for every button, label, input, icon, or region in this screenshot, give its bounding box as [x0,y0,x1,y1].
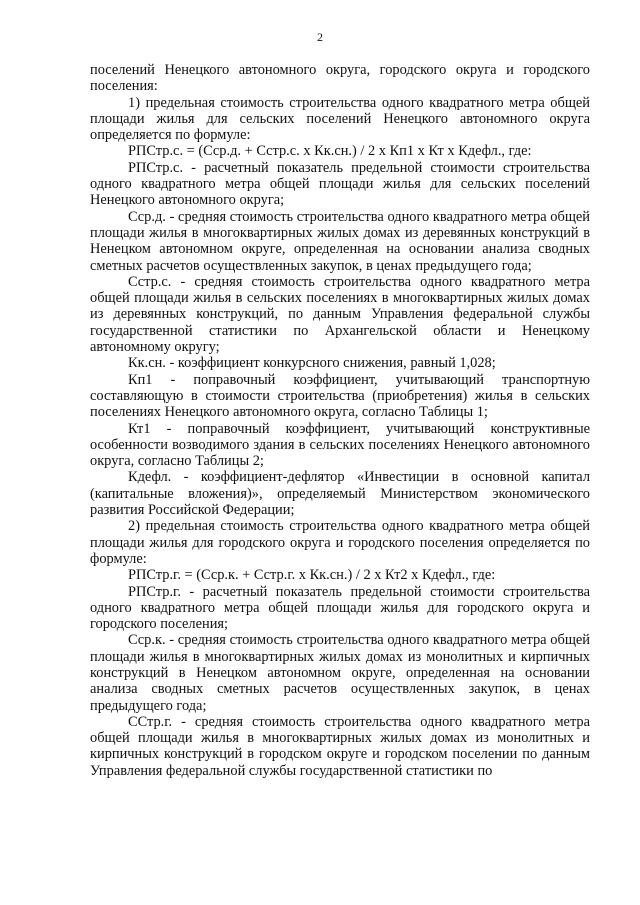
definition-rpstr-g: РПСтр.г. - расчетный показатель предельной стоимости строительства одного квадратного метра общей площади жилья для городского округа и городского поселения; [90,583,590,633]
definition-kp1: Кп1 - поправочный коэффициент, учитывающий транспортную составляющую в стоимости строительства (приобретения) жилья в сельских поселениях Ненецкого автономного округа, согласно Таблицы 1; [90,371,590,421]
definition-rpstr-s: РПСтр.с. - расчетный показатель предельной стоимости строительства одного квадратного метра общей площади жилья для сельских поселений Ненецкого автономного округа; [90,159,590,209]
document-body [90,62,590,779]
definition-sstr-s: Сстр.с. - средняя стоимость строительства одного квадратного метра общей площади жилья в сельских поселениях в многоквартирных жилых домах из деревянных конструкций, по данным Управления федеральной службы государственной статистики по Архангельской области и Ненецкому автономному округу; [90,273,590,356]
definition-sstr-g: ССтр.г. - средняя стоимость строительства одного квадратного метра общей площади жилья в многоквартирных жилых домах из монолитных и кирпичных конструкций в городском округе и городском поселении по данным Управления федеральной службы государственной статистики по [90,713,590,779]
definition-kdefl: Кдефл. - коэффициент-дефлятор «Инвестиции в основной капитал (капитальные вложения)», определяемый Министерством экономического развития Российской Федерации; [90,469,590,519]
paragraph-settlements-continued: поселений Ненецкого автономного округа, городского округа и городского поселения: [90,62,590,95]
formula-urban: РПСтр.г. = (Сср.к. + Сстр.г. х Кк.сн.) / 2 х Кт2 х Кдефл., где: [128,567,496,584]
definition-ssr-d: Сср.д. - средняя стоимость строительства одного квадратного метра общей площади жилья в многоквартирных жилых домах из деревянных конструкций в Ненецком автономном округе, определенная на основании анализа сводных сметных расчетов осуществленных закупок, в ценах предыдущего года; [90,208,590,274]
paragraph-item-2-urban-cost: 2) предельная стоимость строительства одного квадратного метра общей площади жилья для городского округа и городского поселения определяется по формуле: [90,518,590,567]
page-number: 2 [317,30,323,44]
paragraph-item-1-rural-cost: 1) предельная стоимость строительства одного квадратного метра общей площади жилья для сельских поселений Ненецкого автономного округа определяется по формуле: [90,94,590,144]
definition-ssr-k: Сср.к. - средняя стоимость строительства одного квадратного метра общей площади жилья в многоквартирных жилых домах из монолитных и кирпичных конструкций в Ненецком автономном округе, определенная на основании анализа сводных сметных расчетов осуществленных закупок, в ценах предыдущего года; [90,632,590,714]
definition-kk-sn: Кк.сн. - коэффициент конкурсного снижения, равный 1,028; [128,355,496,372]
definition-kt1: Кт1 - поправочный коэффициент, учитывающий конструктивные особенности возводимого здания в сельских поселениях Ненецкого автономного округа, согласно Таблицы 2; [90,420,590,470]
formula-rural: РПСтр.с. = (Сср.д. + Сстр.с. х Кк.сн.) / 2 х Кп1 х Кт х Кдефл., где: [128,143,532,160]
